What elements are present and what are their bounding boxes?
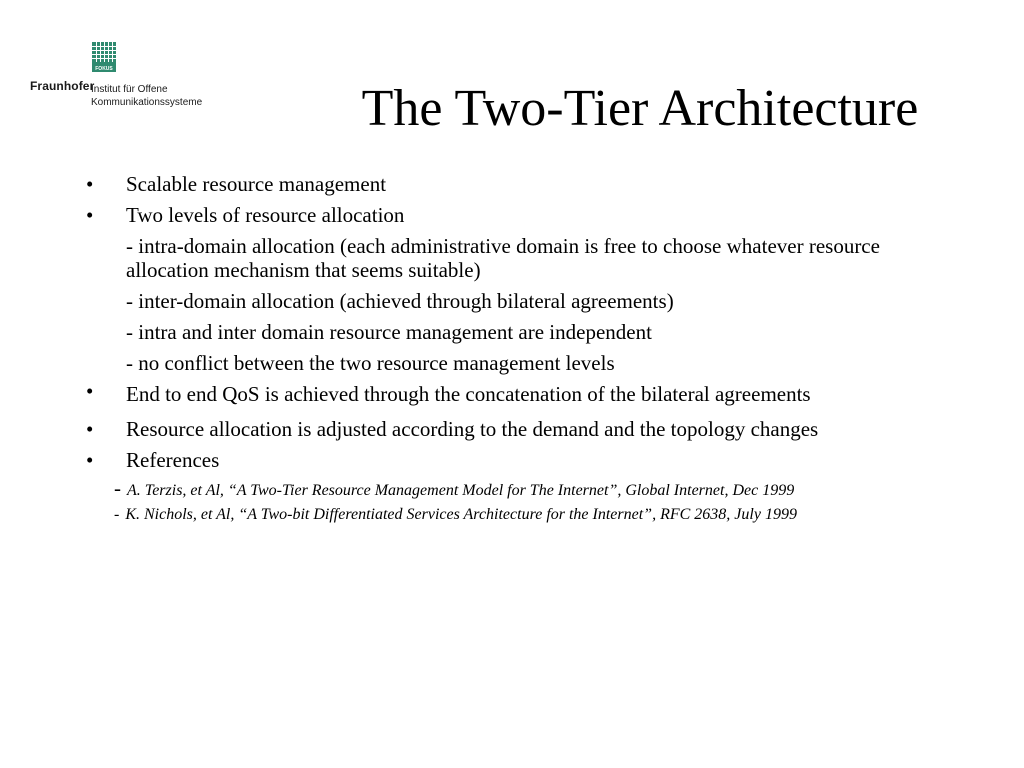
bullet-text: Resource allocation is adjusted according to the demand and the topology changes [126, 417, 819, 441]
fokus-logo-icon [92, 42, 116, 72]
logo-subtitle-line1: Institut für Offene [91, 84, 168, 95]
logo-subtitle-line2: Kommunikationssysteme [91, 97, 203, 108]
bullet-marker: • [86, 448, 94, 472]
slide-title: The Two-Tier Architecture [361, 80, 919, 137]
sub-item: - inter-domain allocation (achieved through bilateral agreements) [126, 289, 674, 313]
bullet-text: References [126, 448, 220, 472]
bullet-marker: • [86, 417, 94, 441]
bullet-text: Scalable resource management [126, 172, 387, 196]
reference-item [86, 476, 946, 500]
logo-wordmark: Fraunhofer [30, 79, 95, 93]
reference-text: A. Terzis, et Al, “A Two-Tier Resource Management Model for The Internet”, Global Internet, Dec 1999 [127, 482, 795, 499]
reference-dash: - [114, 506, 120, 523]
slide-body [86, 172, 946, 529]
bullet-text: End to end QoS is achieved through the concatenation of the bilateral agreements [126, 382, 811, 406]
reference-item [86, 505, 946, 524]
fraunhofer-logo [30, 42, 210, 114]
bullet-text: Two levels of resource allocation [126, 203, 405, 227]
bullet-item [86, 417, 946, 441]
bullet-item [86, 379, 946, 410]
reference-dash: - [114, 476, 121, 500]
sub-item: - intra and inter domain resource management are independent [126, 320, 652, 344]
reference-text: K. Nichols, et Al, “A Two-bit Differentiated Services Architecture for the Internet”, RFC 2638, July 1999 [125, 506, 797, 523]
bullet-marker: • [86, 203, 94, 227]
sub-item: - intra-domain allocation (each administrative domain is free to choose whatever resource allocation mechanism that seems suitable) [126, 234, 880, 282]
bullet-marker: • [86, 172, 94, 196]
sub-item: - no conflict between the two resource management levels [126, 351, 615, 375]
bullet-item [86, 203, 946, 227]
bullet-item [86, 448, 946, 472]
fokus-mark-text: FOKUS [95, 66, 113, 72]
bullet-item [86, 172, 946, 196]
bullet-marker: • [86, 379, 94, 403]
